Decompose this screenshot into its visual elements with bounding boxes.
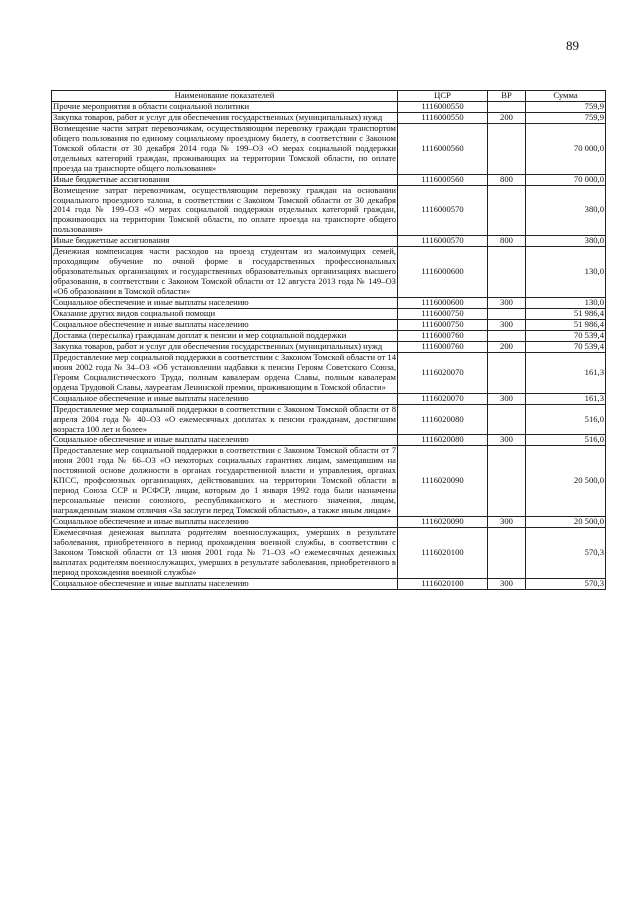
row-sum: 570,3: [526, 578, 606, 589]
row-csr: 1116020090: [398, 517, 488, 528]
row-sum: 516,0: [526, 435, 606, 446]
row-vr: 300: [488, 435, 526, 446]
row-sum: 161,3: [526, 393, 606, 404]
table-row: [52, 446, 606, 517]
row-vr: [488, 309, 526, 320]
row-name: Предоставление мер социальной поддержки в соответствии с Законом Томской области от 14 июня 2002 года № 34–ОЗ «Об установлении надбавки к пенсии Героям Советского Союза, Героям Социалистического Труда, полным кавалерам ордена Славы, полным кавалерам ордена Трудовой Славы, лауреатам Ленинской премии, проживающим в Томской области»: [53, 351, 396, 392]
table-header-row: [52, 91, 606, 102]
header-vr: ВР: [488, 91, 526, 102]
row-name: Социальное обеспечение и иные выплаты населению: [52, 578, 398, 589]
row-vr: [488, 446, 526, 517]
row-csr: 1116020070: [398, 393, 488, 404]
row-vr: [488, 247, 526, 298]
row-sum: 570,3: [526, 528, 606, 579]
row-vr: [488, 123, 526, 174]
row-sum: 161,3: [526, 352, 606, 393]
row-name: Предоставление мер социальной поддержки в соответствии с Законом Томской области от 7 июня 2001 года № 66–ОЗ «О некоторых социальных гарантиях лицам, замещавшим на постоянной основе должности в органах государственной власти и управления, органах КПСС, профсоюзных организациях, действовавших на территории Томской области в период Союза ССР и РСФСР, лицам, которым до 1 января 1992 года были назначены персональные пенсии союзного, республиканского и местного значения, лицам, награжденным знаком отличия «За заслуги перед Томской областью», а также иным лицам»: [53, 445, 396, 516]
row-sum: 380,0: [526, 236, 606, 247]
row-csr: 1116000750: [398, 309, 488, 320]
row-name: Предоставление мер социальной поддержки в соответствии с Законом Томской области от 8 апреля 2004 года № 40–ОЗ «О ежемесячных доплатах к пенсии гражданам, достигшим возраста 100 лет и более»: [53, 403, 396, 434]
row-vr: 300: [488, 517, 526, 528]
row-vr: 200: [488, 112, 526, 123]
row-name: Ежемесячная денежная выплата родителям военнослужащих, умерших в результате заболевания, приобретенного в период прохождения военной службы, в соответствии с Законом Томской области от 13 июня 2001 года № 71–ОЗ «О ежемесячных денежных выплатах родителям военнослужащих, умерших в результате заболевания, приобретенного в период прохождения военной службы»: [53, 527, 396, 577]
row-name: Социальное обеспечение и иные выплаты населению: [52, 393, 398, 404]
row-csr: 1116020100: [398, 528, 488, 579]
header-csr: ЦСР: [398, 91, 488, 102]
row-vr: 300: [488, 393, 526, 404]
row-csr: 1116000600: [398, 247, 488, 298]
row-sum: 759,9: [526, 112, 606, 123]
row-csr: 1116000550: [398, 112, 488, 123]
row-csr: 1116000570: [398, 185, 488, 236]
row-vr: [488, 352, 526, 393]
table-row: [52, 404, 606, 435]
row-csr: 1116000570: [398, 236, 488, 247]
row-vr: 300: [488, 319, 526, 330]
row-name: Возмещение затрат перевозчикам, осуществляющим перевозку граждан на основании социального проездного талона, в соответствии с Законом Томской области от 30 декабря 2014 года № 199–ОЗ «О мерах социальной поддержки отдельных категорий граждан, проживающих на территории Томской области, по оплате проезда на транспорте общего пользования»: [53, 184, 396, 235]
row-csr: 1116020100: [398, 578, 488, 589]
row-name: Закупка товаров, работ и услуг для обеспечения государственных (муниципальных) нужд: [52, 341, 398, 352]
row-sum: 51 986,4: [526, 319, 606, 330]
table-row: [52, 393, 606, 404]
row-sum: 51 986,4: [526, 309, 606, 320]
row-vr: 200: [488, 341, 526, 352]
table-row: [52, 247, 606, 298]
table-row: [52, 174, 606, 185]
table-row: [52, 236, 606, 247]
table-row: [52, 528, 606, 579]
row-csr: 1116000550: [398, 101, 488, 112]
row-sum: 70 000,0: [526, 174, 606, 185]
row-vr: [488, 330, 526, 341]
row-name: Закупка товаров, работ и услуг для обеспечения государственных (муниципальных) нужд: [52, 112, 398, 123]
row-vr: [488, 528, 526, 579]
row-name: Социальное обеспечение и иные выплаты населению: [52, 517, 398, 528]
table-row: [52, 185, 606, 236]
row-vr: 800: [488, 174, 526, 185]
table-row: [52, 435, 606, 446]
row-csr: 1116000760: [398, 341, 488, 352]
row-name: Прочие мероприятия в области социальной политики: [52, 101, 398, 112]
row-vr: [488, 101, 526, 112]
row-sum: 759,9: [526, 101, 606, 112]
row-sum: 20 500,0: [526, 446, 606, 517]
header-name: Наименование показателей: [52, 91, 398, 102]
row-name: Иные бюджетные ассигнования: [52, 174, 398, 185]
row-sum: 130,0: [526, 247, 606, 298]
table-row: [52, 319, 606, 330]
row-sum: 130,0: [526, 298, 606, 309]
row-csr: 1116000750: [398, 319, 488, 330]
row-sum: 380,0: [526, 185, 606, 236]
row-vr: [488, 185, 526, 236]
table-row: [52, 578, 606, 589]
row-csr: 1116000560: [398, 174, 488, 185]
row-csr: 1116000600: [398, 298, 488, 309]
row-vr: 300: [488, 578, 526, 589]
row-sum: 516,0: [526, 404, 606, 435]
table-row: [52, 352, 606, 393]
table-row: [52, 517, 606, 528]
table-row: [52, 112, 606, 123]
row-name: Возмещение части затрат перевозчикам, осуществляющим перевозку граждан транспортом общего пользования по единому социальному проездному билету, в соответствии с Законом Томской области от 30 декабря 2014 года № 199–ОЗ «О мерах социальной поддержки отдельных категорий граждан, проживающих на территории Томской области, по оплате проезда на транспорте общего пользования»: [53, 122, 396, 173]
row-name: Денежная компенсация части расходов на проезд студентам из малоимущих семей, проходящим обучение по очной форме в государственных профессиональных образовательных организациях и государственных образовательных организациях высшего образования, в соответствии с Законом Томской области от 12 августа 2013 года № 149–ОЗ «Об образовании в Томской области»: [53, 246, 396, 297]
row-sum: 70 000,0: [526, 123, 606, 174]
row-csr: 1116020080: [398, 435, 488, 446]
table-row: [52, 298, 606, 309]
row-name: Иные бюджетные ассигнования: [52, 236, 398, 247]
budget-table: [51, 90, 606, 590]
table-row: [52, 309, 606, 320]
row-name: Социальное обеспечение и иные выплаты населению: [52, 319, 398, 330]
row-sum: 70 539,4: [526, 330, 606, 341]
table-row: [52, 330, 606, 341]
header-sum: Сумма: [526, 91, 606, 102]
table-row: [52, 341, 606, 352]
row-name: Доставка (пересылка) гражданам доплат к пенсии и мер социальной поддержки: [52, 330, 398, 341]
row-csr: 1116000560: [398, 123, 488, 174]
row-csr: 1116000760: [398, 330, 488, 341]
row-vr: [488, 404, 526, 435]
row-name: Социальное обеспечение и иные выплаты населению: [52, 435, 398, 446]
row-name: Социальное обеспечение и иные выплаты населению: [52, 298, 398, 309]
row-csr: 1116020070: [398, 352, 488, 393]
row-name: Оказание других видов социальной помощи: [52, 309, 398, 320]
row-sum: 70 539,4: [526, 341, 606, 352]
table-row: [52, 123, 606, 174]
table-row: [52, 101, 606, 112]
row-sum: 20 500,0: [526, 517, 606, 528]
row-csr: 1116020080: [398, 404, 488, 435]
row-vr: 800: [488, 236, 526, 247]
row-vr: 300: [488, 298, 526, 309]
row-csr: 1116020090: [398, 446, 488, 517]
page-number: 89: [566, 38, 579, 53]
